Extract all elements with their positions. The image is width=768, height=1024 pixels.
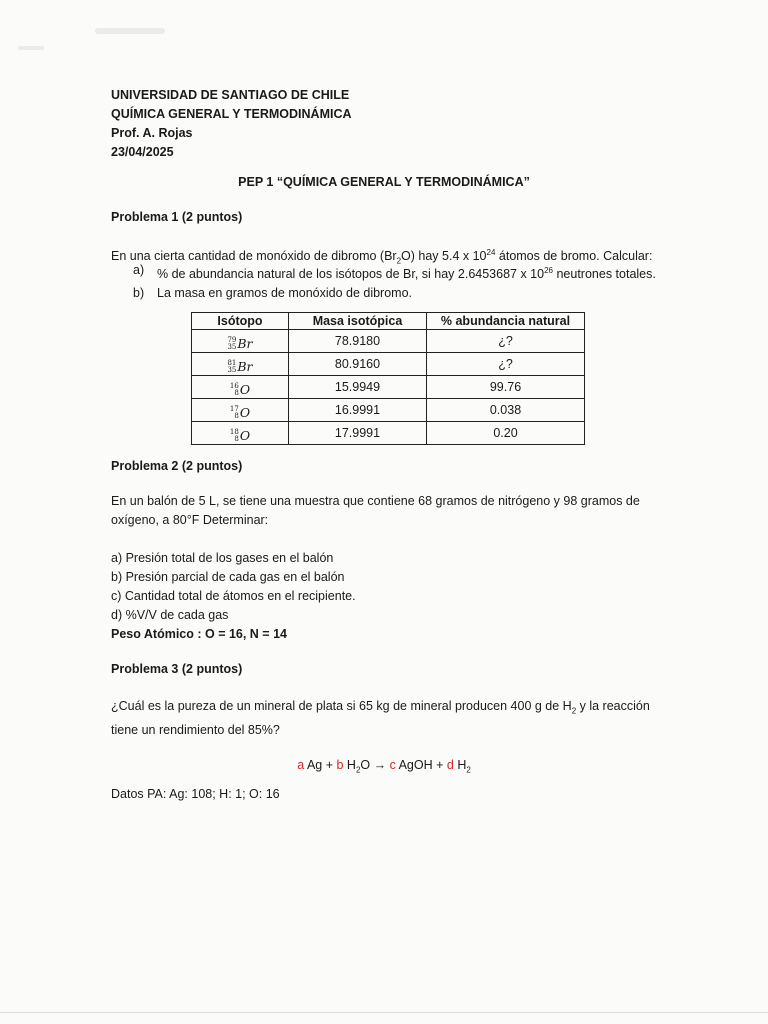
table-row bbox=[192, 353, 585, 376]
scan-mark bbox=[95, 28, 165, 34]
mass-cell: 17.9991 bbox=[289, 422, 427, 445]
university-name: UNIVERSIDAD DE SANTIAGO DE CHILE bbox=[111, 88, 350, 102]
mass-cell: 80.9160 bbox=[289, 353, 427, 376]
exam-date: 23/04/2025 bbox=[111, 145, 174, 159]
coefficient-b: b bbox=[336, 758, 344, 772]
isotope-cell: 17 8 O bbox=[192, 399, 289, 422]
isotope-cell: 79 35 Br bbox=[192, 330, 289, 353]
exam-title: PEP 1 “QUÍMICA GENERAL Y TERMODINÁMICA” bbox=[238, 175, 530, 189]
scan-mark bbox=[18, 46, 44, 50]
table-row bbox=[192, 330, 585, 353]
list-item: a) Presión total de los gases en el balón bbox=[111, 551, 334, 565]
atomic-weights: Peso Atómico : O = 16, N = 14 bbox=[111, 627, 287, 641]
problem2-intro: En un balón de 5 L, se tiene una muestra que contiene 68 gramos de nitrógeno y 98 gramos de oxígeno, a 80°F Determinar: bbox=[111, 494, 640, 527]
list-item: a) % de abundancia natural de los isótopos de Br, si hay 2.6453687 x $10^{26}$ neutrones totales. bbox=[133, 263, 656, 282]
isotope-cell: 16 8 O bbox=[192, 376, 289, 399]
problem2-items bbox=[111, 549, 356, 644]
table-row bbox=[192, 422, 585, 445]
problem1-intro: En una cierta cantidad de monóxido de dibromo $(Br_2O)$ hay 5.4 x $10^{24}$ átomos de bromo. Calcular: bbox=[111, 248, 653, 266]
mass-cell: 78.9180 bbox=[289, 330, 427, 353]
abundance-cell: 0.20 bbox=[427, 422, 585, 445]
column-header: Isótopo bbox=[192, 313, 289, 330]
column-header: Masa isotópica bbox=[289, 313, 427, 330]
abundance-cell: 0.038 bbox=[427, 399, 585, 422]
problem3-data: Datos PA: Ag: 108; H: 1; O: 16 bbox=[111, 787, 280, 801]
problem3-text: ¿Cuál es la pureza de un mineral de plata si 65 kg de mineral producen 400 g de $H_2$ y la reacción tiene un rendimiento del 85%? bbox=[111, 699, 650, 737]
document-header bbox=[111, 86, 352, 162]
list-item: c) Cantidad total de átomos en el recipiente. bbox=[111, 589, 356, 603]
abundance-cell: ¿? bbox=[427, 330, 585, 353]
coefficient-d: d bbox=[446, 758, 454, 772]
problem1-items bbox=[133, 261, 656, 303]
column-header: % abundancia natural bbox=[427, 313, 585, 330]
list-item: b) Presión parcial de cada gas en el balón bbox=[111, 570, 345, 584]
problem3-heading: Problema 3 (2 puntos) bbox=[111, 662, 243, 676]
problem1-heading: Problema 1 (2 puntos) bbox=[111, 210, 243, 224]
problem2-heading: Problema 2 (2 puntos) bbox=[111, 459, 243, 473]
chemical-equation: a Ag + b $H_2O \to c$ AgOH + d $H_2$ bbox=[297, 758, 471, 775]
isotope-cell: 18 8 O bbox=[192, 422, 289, 445]
table-header-row bbox=[192, 313, 585, 330]
professor-name: Prof. A. Rojas bbox=[111, 126, 193, 140]
list-item: b) La masa en gramos de monóxido de dibromo. bbox=[133, 286, 413, 301]
list-item: d) %V/V de cada gas bbox=[111, 608, 229, 622]
mass-cell: 15.9949 bbox=[289, 376, 427, 399]
abundance-cell: 99.76 bbox=[427, 376, 585, 399]
isotope-cell: 81 35 Br bbox=[192, 353, 289, 376]
mass-cell: 16.9991 bbox=[289, 399, 427, 422]
coefficient-a: a bbox=[297, 758, 305, 772]
coefficient-c: c bbox=[389, 758, 396, 772]
table-row bbox=[192, 399, 585, 422]
table-row bbox=[192, 376, 585, 399]
isotope-table bbox=[191, 312, 585, 445]
page-edge bbox=[0, 1012, 768, 1013]
abundance-cell: ¿? bbox=[427, 353, 585, 376]
course-name: QUÍMICA GENERAL Y TERMODINÁMICA bbox=[111, 107, 352, 121]
